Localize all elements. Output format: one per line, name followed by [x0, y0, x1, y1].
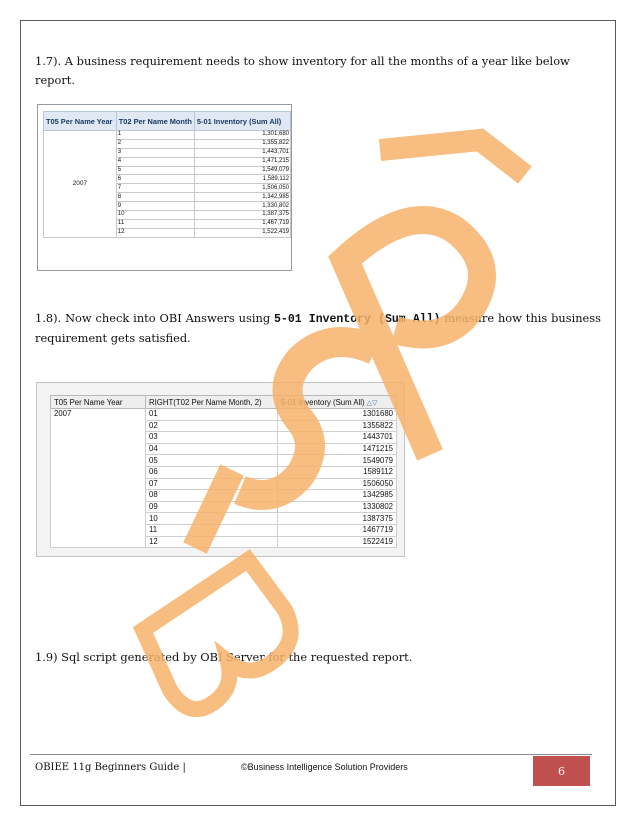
- table1-inventory-cell: 1,467,719: [194, 219, 290, 228]
- report-image-1: [37, 104, 292, 271]
- table2-inventory-cell: 1342985: [278, 490, 397, 502]
- table2-body: [51, 409, 397, 548]
- table1-month-cell: 8: [116, 193, 194, 202]
- table2-month-cell: 05: [146, 455, 278, 467]
- table1-body: [44, 131, 291, 238]
- table1-header-month: T02 Per Name Month: [116, 112, 194, 131]
- paragraph-1-7: 1.7). A business requirement needs to show inventory for all the months of a year like below report.: [35, 54, 570, 87]
- table1-inventory-cell: 1,387,375: [194, 211, 290, 220]
- table1-inventory-cell: 1,506,050: [194, 184, 290, 193]
- footer-rule: [30, 754, 592, 755]
- table2-month-cell: 10: [146, 513, 278, 525]
- table1-inventory-cell: 1,342,985: [194, 193, 290, 202]
- table1-inventory-cell: 1,355,822: [194, 139, 290, 148]
- table1-month-cell: 7: [116, 184, 194, 193]
- footer-book-title: OBIEE 11g Beginners Guide |: [35, 762, 186, 773]
- table1-row: [44, 131, 291, 140]
- footer-company: ©Business Intelligence Solution Providers: [241, 762, 408, 772]
- table2-month-cell: 06: [146, 466, 278, 478]
- table2-inventory-cell: 1589112: [278, 466, 397, 478]
- table1-header-inventory: 5-01 Inventory (Sum All): [194, 112, 290, 131]
- sort-ascending-descending-icon[interactable]: △▽: [366, 399, 378, 407]
- table2-month-cell: 01: [146, 409, 278, 421]
- table1-year-cell: 2007: [44, 131, 117, 238]
- table2-inventory-cell: 1471215: [278, 443, 397, 455]
- table2-month-cell: 04: [146, 443, 278, 455]
- table2-month-cell: 07: [146, 478, 278, 490]
- table1-month-cell: 6: [116, 175, 194, 184]
- table1-month-cell: 1: [116, 131, 194, 140]
- measure-name-code: 5-01 Inventory (Sum All): [274, 313, 441, 326]
- table2-month-cell: 09: [146, 501, 278, 513]
- table1-inventory-cell: 1,330,802: [194, 202, 290, 211]
- table2-inventory-cell: 1467719: [278, 524, 397, 536]
- table2-month-cell: 03: [146, 432, 278, 444]
- table1-month-cell: 10: [116, 211, 194, 220]
- table2-inventory-cell: 1522419: [278, 536, 397, 548]
- table2-inventory-cell: 1330802: [278, 501, 397, 513]
- table1-month-cell: 12: [116, 228, 194, 237]
- p2-text-before: 1.8). Now check into OBI Answers using: [35, 311, 275, 325]
- table1-inventory-cell: 1,443,701: [194, 148, 290, 157]
- p2-text-after: measure how this business requirement gets satisfied.: [35, 311, 601, 345]
- table1-inventory-cell: 1,471,215: [194, 157, 290, 166]
- table1-month-cell: 3: [116, 148, 194, 157]
- table2-header-inventory: [278, 396, 397, 409]
- report-image-2: [36, 382, 405, 557]
- table1-inventory-cell: 1,589,112: [194, 175, 290, 184]
- table1-month-cell: 11: [116, 219, 194, 228]
- table1-month-cell: 2: [116, 139, 194, 148]
- table2-inventory-cell: 1355822: [278, 420, 397, 432]
- table2-inventory-cell: 1301680: [278, 409, 397, 421]
- table2-row: [51, 409, 397, 421]
- table1-inventory-cell: 1,549,079: [194, 166, 290, 175]
- table1-header-year: T05 Per Name Year: [44, 112, 117, 131]
- inventory-table-2: [50, 395, 397, 548]
- table1-month-cell: 4: [116, 157, 194, 166]
- page-number: 6: [533, 756, 590, 786]
- table1-inventory-cell: 1,301,680: [194, 131, 290, 140]
- table2-header-year: T05 Per Name Year: [51, 396, 146, 409]
- table2-header-inventory-label: 5-01 Inventory (Sum All): [281, 397, 365, 407]
- table2-year-cell: 2007: [51, 409, 146, 548]
- table2-header-month: RIGHT(T02 Per Name Month, 2): [146, 396, 278, 409]
- table2-inventory-cell: 1387375: [278, 513, 397, 525]
- table1-month-cell: 5: [116, 166, 194, 175]
- table2-inventory-cell: 1549079: [278, 455, 397, 467]
- paragraph-1-8: [35, 309, 601, 348]
- table1-month-cell: 9: [116, 202, 194, 211]
- inventory-table-1: [43, 111, 291, 238]
- paragraph-1-9: 1.9) Sql script generated by OBI Server for the requested report.: [35, 650, 413, 664]
- table2-month-cell: 12: [146, 536, 278, 548]
- table2-inventory-cell: 1506050: [278, 478, 397, 490]
- table2-inventory-cell: 1443701: [278, 432, 397, 444]
- table2-month-cell: 02: [146, 420, 278, 432]
- table1-inventory-cell: 1,522,419: [194, 228, 290, 237]
- table2-month-cell: 11: [146, 524, 278, 536]
- table2-month-cell: 08: [146, 490, 278, 502]
